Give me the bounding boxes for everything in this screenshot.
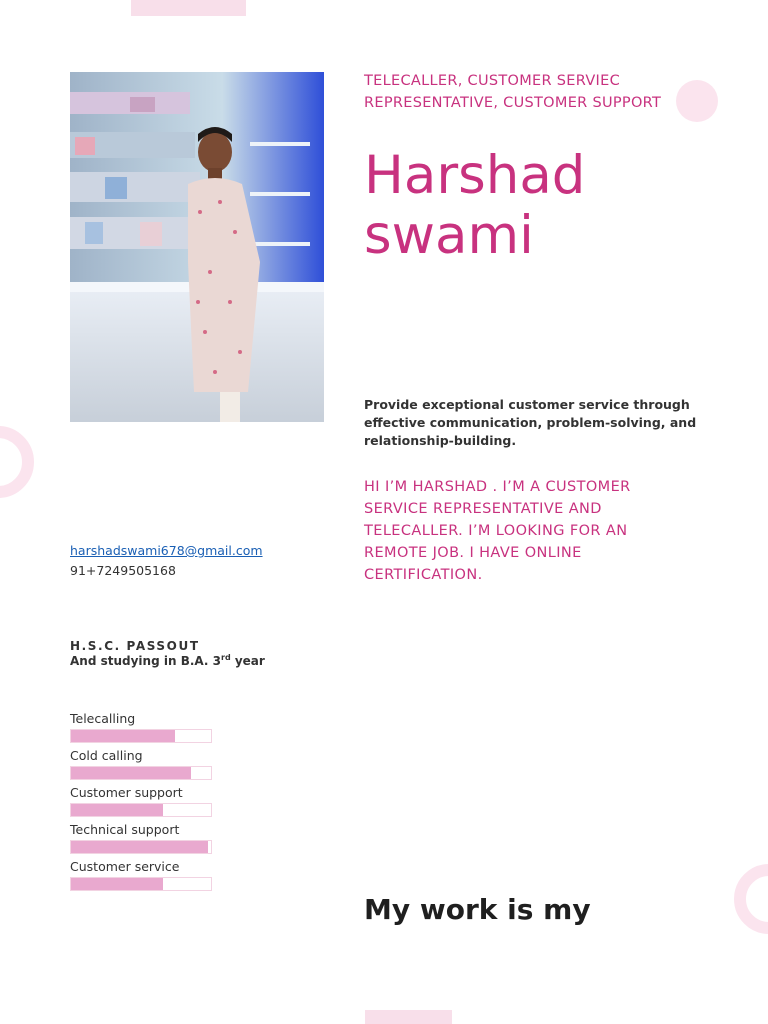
education-detail-suffix: year — [230, 654, 265, 668]
skill-bar — [70, 840, 212, 854]
skill-bar-fill — [71, 730, 175, 742]
skill-label: Customer support — [70, 785, 183, 800]
skill-item — [70, 821, 220, 858]
last-name: swami — [364, 205, 534, 266]
education-detail — [70, 653, 265, 668]
skill-item — [70, 858, 220, 895]
skill-item — [70, 784, 220, 821]
skill-bar-fill — [71, 804, 163, 816]
profile-photo — [70, 72, 324, 422]
skill-bar-fill — [71, 767, 191, 779]
skill-label: Customer service — [70, 859, 180, 874]
skill-label: Telecalling — [70, 711, 136, 726]
top-decoration-bar — [131, 0, 246, 16]
phone-number: 91+7249505168 — [70, 563, 176, 578]
first-name: Harshad — [364, 145, 586, 206]
skill-bar — [70, 729, 212, 743]
skill-bar-fill — [71, 841, 208, 853]
right-ring-decoration — [734, 864, 768, 934]
skill-bar — [70, 877, 212, 891]
education-detail-prefix: And studying in B.A. 3 — [70, 654, 221, 668]
skills-list — [70, 710, 220, 895]
skill-bar — [70, 803, 212, 817]
quote-heading: My work is my — [364, 893, 591, 926]
education-title: H.S.C. PASSOUT — [70, 639, 200, 653]
full-name — [364, 146, 744, 266]
left-ring-decoration — [0, 426, 34, 498]
email-link[interactable]: harshadswami678@gmail.com — [70, 543, 263, 558]
profile-summary: Provide exceptional customer service through effective communication, problem-solving, and relationship-building. — [364, 397, 697, 448]
education-detail-sup: rd — [221, 653, 231, 662]
skill-item — [70, 710, 220, 747]
job-title: TELECALLER, CUSTOMER SERVIEC REPRESENTATIVE, CUSTOMER SUPPORT — [364, 73, 662, 111]
skill-label: Technical support — [70, 822, 180, 837]
skill-item — [70, 747, 220, 784]
bottom-decoration-bar — [365, 1010, 452, 1024]
skill-bar — [70, 766, 212, 780]
introduction: HI I’M HARSHAD . I’M A CUSTOMER SERVICE REPRESENTATIVE AND TELECALLER. I’M LOOKING FOR AN REMOTE JOB. I HAVE ONLINE CERTIFICATION. — [364, 479, 631, 583]
skill-bar-fill — [71, 878, 163, 890]
skill-label: Cold calling — [70, 748, 143, 763]
